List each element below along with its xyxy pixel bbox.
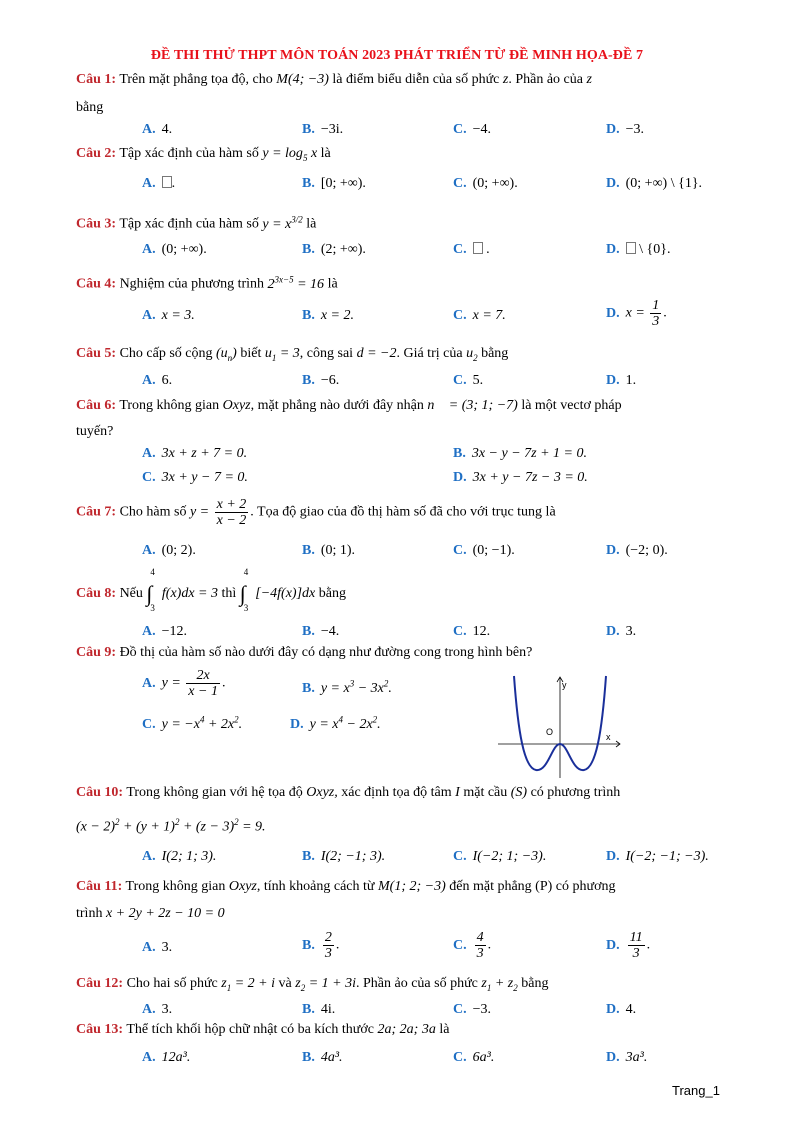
option-a[interactable]: A. 12a³. <box>142 1050 191 1065</box>
question-text: . Phần ảo của số phức <box>355 976 478 991</box>
option-b[interactable]: B. −3i. <box>302 122 344 137</box>
question-text: . Tọa độ giao của đồ thị hàm số đã cho với trục tung là <box>250 504 556 520</box>
question-text: Đồ thị của hàm số nào dưới đây có dạng như đường cong trong hình bên? <box>119 645 533 660</box>
question-3 <box>76 214 316 233</box>
option-d[interactable]: D. \ {0}. <box>606 242 671 257</box>
origin-label: O <box>546 727 554 737</box>
question-text: , mặt phẳng nào dưới đây nhận <box>250 398 424 413</box>
option-a[interactable]: A. 3x + z + 7 = 0. <box>142 446 248 461</box>
option-c[interactable]: C. x = 7. <box>453 308 506 323</box>
option-a[interactable]: A. x = 3. <box>142 308 195 323</box>
question-5 <box>76 346 508 363</box>
question-12 <box>76 976 548 993</box>
question-text: là <box>320 146 331 161</box>
question-text: đến mặt phẳng (P) có phương <box>449 879 616 894</box>
option-b[interactable]: B. 3x − y − 7z + 1 = 0. <box>453 446 588 461</box>
math-expression: Oxyz <box>222 398 251 413</box>
math-expression: $u_1 = 3$ <box>264 346 300 363</box>
question-text: bằng <box>76 100 104 115</box>
option-c[interactable]: C. −4. <box>453 122 492 137</box>
question-2 <box>76 146 331 163</box>
math-expression: $z_1 + z_2$ <box>481 976 518 993</box>
math-expression: 2a; 2a; 3a <box>377 1022 436 1037</box>
option-d[interactable]: D. (−2; 0). <box>606 543 668 558</box>
question-text: bằng <box>481 346 509 361</box>
option-b[interactable]: B. I(2; −1; 3). <box>302 849 386 864</box>
question-number: Câu 1: <box>76 72 117 87</box>
math-expression: Oxyz, <box>306 785 338 800</box>
math-expression: $y = x^{3/2}$ <box>262 214 303 232</box>
question-11-line2 <box>76 906 225 922</box>
math-expression: [−4f(x)]dx <box>255 586 316 602</box>
math-expression: I <box>455 785 460 800</box>
question-text: mặt cầu <box>463 785 508 800</box>
question-text: trình <box>76 906 103 921</box>
math-expression: z <box>586 72 592 87</box>
question-text: Nghiệm của phương trình <box>119 276 265 292</box>
option-b[interactable]: B. (0; 1). <box>302 543 356 558</box>
option-c[interactable]: C. (0; −1). <box>453 543 515 558</box>
question-number: Câu 9: <box>76 645 117 660</box>
option-b[interactable]: B. 4a³. <box>302 1050 343 1065</box>
question-text: là <box>327 276 338 292</box>
question-number: Câu 3: <box>76 216 117 232</box>
y-axis-label: y <box>562 680 567 690</box>
option-d[interactable]: D. −3. <box>606 122 645 137</box>
question-text: biết <box>240 346 262 361</box>
missing-glyph-icon <box>626 242 636 254</box>
math-expression: d = −2 <box>356 346 397 361</box>
math-fraction: $\frac{x + 2}{x - 2}$ <box>216 497 247 528</box>
option-d[interactable]: D. 1. <box>606 373 637 388</box>
question-text: Tập xác định của hàm số <box>119 146 259 161</box>
math-expression: $y = \log_5 x$ <box>262 146 318 163</box>
question-text: là <box>439 1022 450 1037</box>
question-text: Nếu <box>119 586 143 602</box>
question-number: Câu 10: <box>76 785 124 800</box>
question-number: Câu 5: <box>76 346 117 361</box>
math-expression: (S) <box>510 785 528 800</box>
question-text: Cho cấp số cộng <box>119 346 213 361</box>
question-text: Trong không gian <box>119 398 220 413</box>
option-a[interactable]: A. −12. <box>142 624 188 639</box>
math-expression: $2^{3x-5} = 16$ <box>267 274 325 292</box>
question-text: bằng <box>318 586 346 602</box>
missing-glyph-icon <box>473 242 483 254</box>
option-d[interactable]: D. I(−2; −1; −3). <box>606 849 709 864</box>
option-c[interactable]: C. . <box>453 242 490 257</box>
option-a[interactable]: A. 3. <box>142 940 173 955</box>
question-number: Câu 13: <box>76 1022 124 1037</box>
question-text: . Phần ảo của <box>508 72 583 87</box>
question-text: Cho hai số phức <box>126 976 218 991</box>
math-expression: z <box>502 72 509 87</box>
math-expression: f(x)dx = 3 <box>161 586 218 602</box>
question-text: tuyến? <box>76 424 114 439</box>
question-text: là <box>306 216 317 232</box>
option-a[interactable]: A. 4. <box>142 122 173 137</box>
option-b[interactable]: B. [0; +∞). <box>302 176 366 191</box>
question-number: Câu 11: <box>76 879 123 894</box>
question-text: Trong không gian <box>125 879 226 894</box>
math-expression: n⃗ = (3; 1; −7) <box>427 398 518 413</box>
option-b[interactable]: B. −6. <box>302 373 340 388</box>
option-d[interactable]: D. 4. <box>606 1002 637 1017</box>
option-c[interactable]: C. $y = -x^4 + 2x^2$. <box>142 714 243 732</box>
option-a[interactable]: A. 6. <box>142 373 173 388</box>
question-13 <box>76 1022 449 1038</box>
question-number: Câu 8: <box>76 586 117 602</box>
option-a[interactable]: A. (0; 2). <box>142 543 196 558</box>
question-text: thì <box>221 586 237 602</box>
option-a[interactable]: A. . <box>142 176 176 191</box>
option-b[interactable]: B. −4. <box>302 624 340 639</box>
question-text: , tính khoảng cách từ <box>256 879 375 894</box>
question-4 <box>76 274 338 293</box>
question-text: Cho hàm số <box>119 504 187 520</box>
option-a[interactable]: A. y = $\frac{2x}{x - 1}$ . <box>142 668 226 699</box>
option-a[interactable]: A. I(2; 1; 3). <box>142 849 217 864</box>
option-b[interactable]: B. $\frac{2}{3}$ . <box>302 930 340 961</box>
option-c[interactable]: C. I(−2; 1; −3). <box>453 849 547 864</box>
math-expression: $(x - 2)^2 + (y + 1)^2 + (z - 3)^2 = 9$. <box>76 817 266 835</box>
question-7 <box>76 497 556 528</box>
math-expression: Oxyz <box>228 879 257 894</box>
question-text: và <box>278 976 292 991</box>
option-c[interactable]: C. (0; +∞). <box>453 176 518 191</box>
option-c[interactable]: C. 3x + y − 7 = 0. <box>142 470 248 485</box>
option-c[interactable]: C. −3. <box>453 1002 492 1017</box>
option-d[interactable]: D. 3. <box>606 624 637 639</box>
question-1 <box>76 72 592 88</box>
option-c[interactable]: C. 5. <box>453 373 484 388</box>
question-8 <box>76 567 346 613</box>
question-text: là một vectơ pháp <box>521 398 622 413</box>
math-expression: $(u_n)$ <box>216 346 237 363</box>
option-b[interactable]: B. 4i. <box>302 1002 336 1017</box>
question-9 <box>76 645 532 661</box>
question-number: Câu 4: <box>76 276 117 292</box>
question-10 <box>76 785 620 801</box>
option-d[interactable]: D. x = $\frac{1}{3}$ . <box>606 298 667 329</box>
option-d[interactable]: D. $\frac{11}{3}$ . <box>606 930 651 961</box>
question-number: Câu 7: <box>76 504 117 520</box>
question-text: , công sai <box>299 346 354 361</box>
question-number: Câu 2: <box>76 146 117 161</box>
question-text: bằng <box>521 976 549 991</box>
integral-sign: ∫ 4 3 <box>146 567 155 613</box>
question-number: Câu 12: <box>76 976 124 991</box>
missing-glyph-icon <box>162 176 172 188</box>
math-expression: M(1; 2; −3) <box>378 879 446 894</box>
option-c[interactable]: C. $\frac{4}{3}$ . <box>453 930 492 961</box>
option-d[interactable]: D. $y = x^4 - 2x^2$. <box>290 714 381 732</box>
option-d[interactable]: D. 3x + y − 7z − 3 = 0. <box>453 470 588 485</box>
question-11 <box>76 879 616 895</box>
option-d[interactable]: D. (0; +∞) \ {1}. <box>606 176 703 191</box>
question-text: Trên mặt phẳng tọa độ, cho <box>119 72 273 87</box>
math-expression: M(4; −3) <box>276 72 329 87</box>
option-b[interactable]: B. x = 2. <box>302 308 355 323</box>
option-d[interactable]: D. 3a³. <box>606 1050 648 1065</box>
question-number: Câu 6: <box>76 398 117 413</box>
question-text: có phương trình <box>530 785 621 800</box>
question-6 <box>76 398 622 414</box>
question-text: Trong không gian với hệ tọa độ <box>126 785 303 800</box>
question-text: Thể tích khối hộp chữ nhật có ba kích thước <box>126 1022 374 1037</box>
math-expression: $u_2$ <box>466 346 478 363</box>
x-axis-label: x <box>606 732 611 742</box>
option-c[interactable]: C. 12. <box>453 624 491 639</box>
question-text: xác định tọa độ tâm <box>341 785 452 800</box>
option-a[interactable]: A. (0; +∞). <box>142 242 207 257</box>
option-c[interactable]: C. 6a³. <box>453 1050 495 1065</box>
exam-title: ĐỀ THI THỬ THPT MÔN TOÁN 2023 PHÁT TRIỂN TỪ ĐỀ MINH HỌA-ĐỀ 7 <box>150 48 644 63</box>
question-text: là điểm biểu diễn của số phức <box>332 72 500 87</box>
question-text: . Giá trị của <box>396 346 463 361</box>
math-expression: x + 2y + 2z − 10 = 0 <box>105 906 225 921</box>
function-graph <box>498 672 622 780</box>
question-text: Tập xác định của hàm số <box>119 216 259 232</box>
math-expression: y = <box>189 504 210 520</box>
math-expression: $z_2 = 1 + 3i$ <box>295 976 356 993</box>
integral-sign: ∫ 4 3 <box>239 567 249 613</box>
option-b[interactable]: B. (2; +∞). <box>302 242 366 257</box>
math-expression: $z_1 = 2 + i$ <box>221 976 276 993</box>
page-number: Trang_1 <box>672 1083 720 1098</box>
option-a[interactable]: A. 3. <box>142 1002 173 1017</box>
option-b[interactable]: B. $y = x^3 - 3x^2$. <box>302 678 392 696</box>
